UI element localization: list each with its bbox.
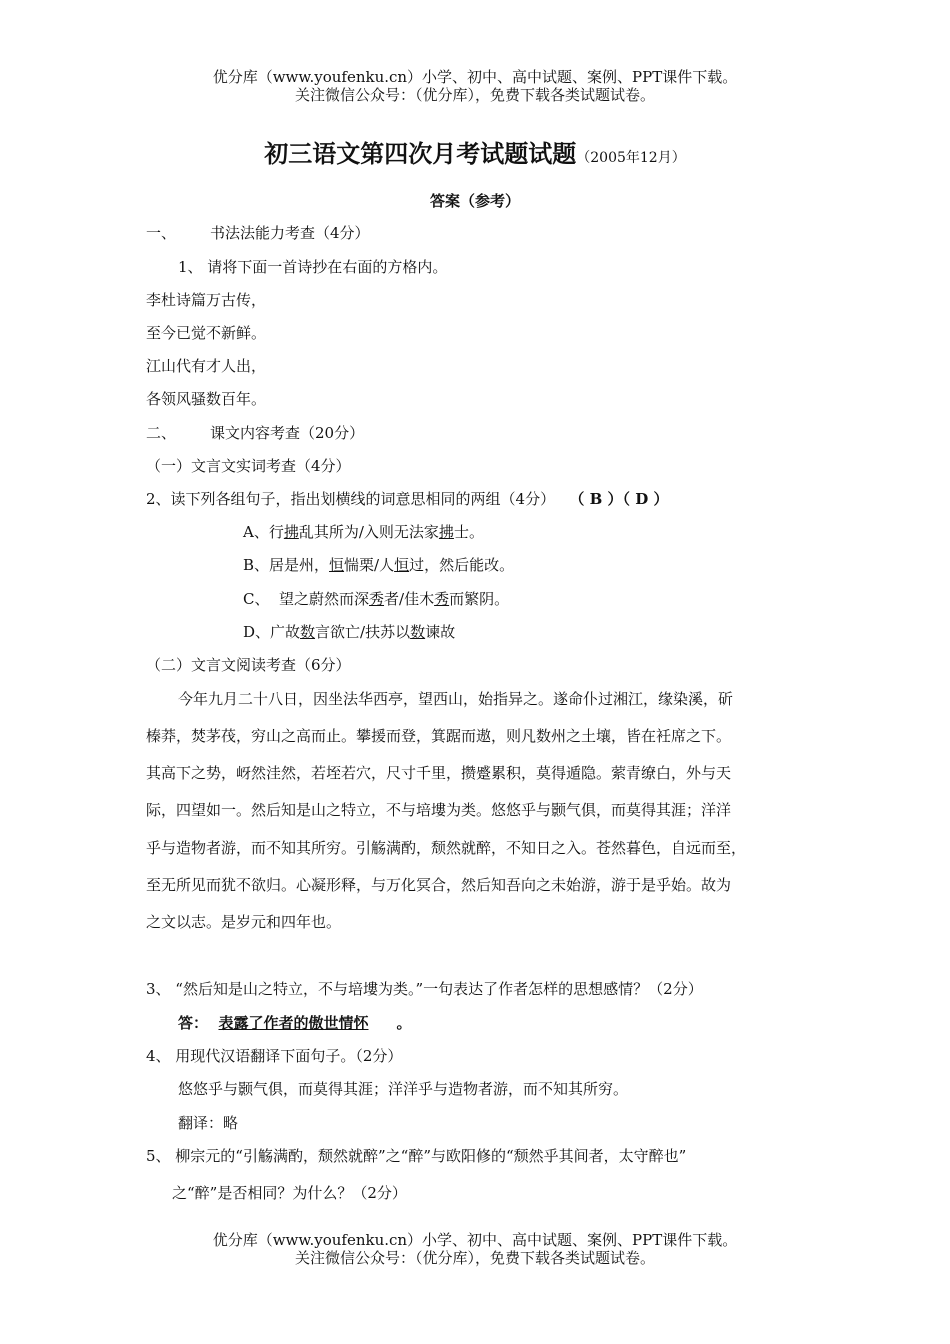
section-1-number: 一、	[146, 224, 177, 242]
option-text: 惴栗/人	[344, 556, 395, 574]
option-text: 谏故	[425, 623, 456, 641]
poem-line: 李杜诗篇万古传，	[146, 291, 267, 309]
footer-line-2: 关注微信公众号：（优分库），免费下载各类试题试卷。	[294, 1249, 655, 1267]
section-1-label: 书法法能力考查（4分）	[210, 224, 370, 242]
section-2-number: 二、	[146, 424, 177, 442]
underlined-word: 秀	[369, 590, 385, 608]
question-5-line-1: 5、 柳宗元的“引觞满酌，颓然就醉”之“醉”与欧阳修的“颓然乎其间者，太守醉也”	[146, 1147, 687, 1165]
poem-line: 江山代有才人出，	[146, 357, 267, 375]
subsection-2: （二）文言文阅读考查（6分）	[146, 656, 351, 674]
question-2-answer: （ B ）（ D ）	[569, 490, 669, 508]
title-main: 初三语文第四次月考试题试题	[264, 139, 577, 168]
page-title	[0, 134, 950, 169]
underlined-word: 拂	[438, 523, 454, 541]
answer-suffix: 。	[396, 1014, 412, 1032]
option-text: 士。	[453, 523, 484, 541]
option-text: A、行	[243, 523, 284, 541]
underlined-word: 恒	[394, 556, 410, 574]
header-line-1: 优分库（www.youfenku.cn）小学、初中、高中试题、案例、PPT课件下载。	[212, 68, 738, 86]
underlined-word: 秀	[434, 590, 450, 608]
passage-line: 际，四望如一。然后知是山之特立，不与培塿为类。悠悠乎与颢气俱，而莫得其涯；洋洋	[146, 801, 732, 819]
question-5-line-2: 之“醉”是否相同？为什么？（2分）	[172, 1184, 407, 1202]
option-text: 者/佳木	[384, 590, 435, 608]
section-2-label: 课文内容考查（20分）	[210, 424, 365, 442]
option-b	[243, 555, 514, 575]
underlined-word: 拂	[283, 523, 299, 541]
title-date: （2005年12月）	[576, 150, 686, 166]
option-a	[243, 522, 484, 542]
answer-prefix: 答：	[178, 1014, 209, 1032]
header-line-2: 关注微信公众号：（优分库），免费下载各类试题试卷。	[294, 86, 655, 104]
option-text: 而繁阴。	[449, 590, 510, 608]
passage-line: 今年九月二十八日，因坐法华西亭，望西山，始指异之。遂命仆过湘江，缘染溪，斫	[178, 690, 734, 708]
subsection-1: （一）文言文实词考查（4分）	[146, 457, 351, 475]
option-c	[243, 589, 509, 609]
option-d	[243, 622, 455, 642]
passage-line: 乎与造物者游，而不知其所穷。引觞满酌，颓然就醉，不知日之入。苍然暮色，自远而至，	[146, 839, 747, 857]
question-3: 3、 “然后知是山之特立，不与培塿为类。”一句表达了作者怎样的思想感情？（2分）	[146, 980, 703, 998]
option-text: D、广故	[243, 623, 301, 641]
question-3-answer: 表露了作者的傲世情怀	[218, 1014, 369, 1032]
passage-line: 榛莽，焚茅茷，穷山之高而止。攀援而登，箕踞而遨，则凡数州之土壤，皆在衽席之下。	[146, 727, 732, 745]
underlined-word: 数	[300, 623, 316, 641]
question-2-text: 2、读下列各组句子，指出划横线的词意思相同的两组（4分）	[146, 490, 556, 508]
passage-line: 至无所见而犹不欲归。心凝形释，与万化冥合，然后知吾向之未始游，游于是乎始。故为	[146, 876, 732, 894]
option-text: 过，然后能改。	[409, 556, 515, 574]
passage-line: 其高下之势，岈然洼然，若垤若穴，尺寸千里，攒蹙累积，莫得遁隐。萦青缭白，外与天	[146, 764, 732, 782]
question-2	[146, 489, 668, 509]
question-4-sentence: 悠悠乎与颢气俱，而莫得其涯；洋洋乎与造物者游，而不知其所穷。	[178, 1080, 629, 1098]
underlined-word: 数	[410, 623, 426, 641]
question-4: 4、 用现代汉语翻译下面句子。（2分）	[146, 1047, 403, 1065]
poem-line: 各领风骚数百年。	[146, 390, 267, 408]
option-text: B、居是州，	[243, 556, 330, 574]
question-3-answer-line	[178, 1013, 412, 1033]
underlined-word: 恒	[329, 556, 345, 574]
option-text: 乱其所为/入则无法家	[298, 523, 439, 541]
poem-line: 至今已觉不新鲜。	[146, 324, 267, 342]
question-1: 1、 请将下面一首诗抄在右面的方格内。	[178, 258, 448, 276]
option-text: C、 望之蔚然而深	[243, 590, 370, 608]
option-text: 言欲亡/扶苏以	[315, 623, 411, 641]
footer-line-1: 优分库（www.youfenku.cn）小学、初中、高中试题、案例、PPT课件下载。	[212, 1231, 738, 1249]
passage-line: 之文以志。是岁元和四年也。	[146, 913, 342, 931]
answer-heading: 答案（参考）	[429, 192, 520, 210]
question-4-answer: 翻译：略	[178, 1114, 239, 1132]
